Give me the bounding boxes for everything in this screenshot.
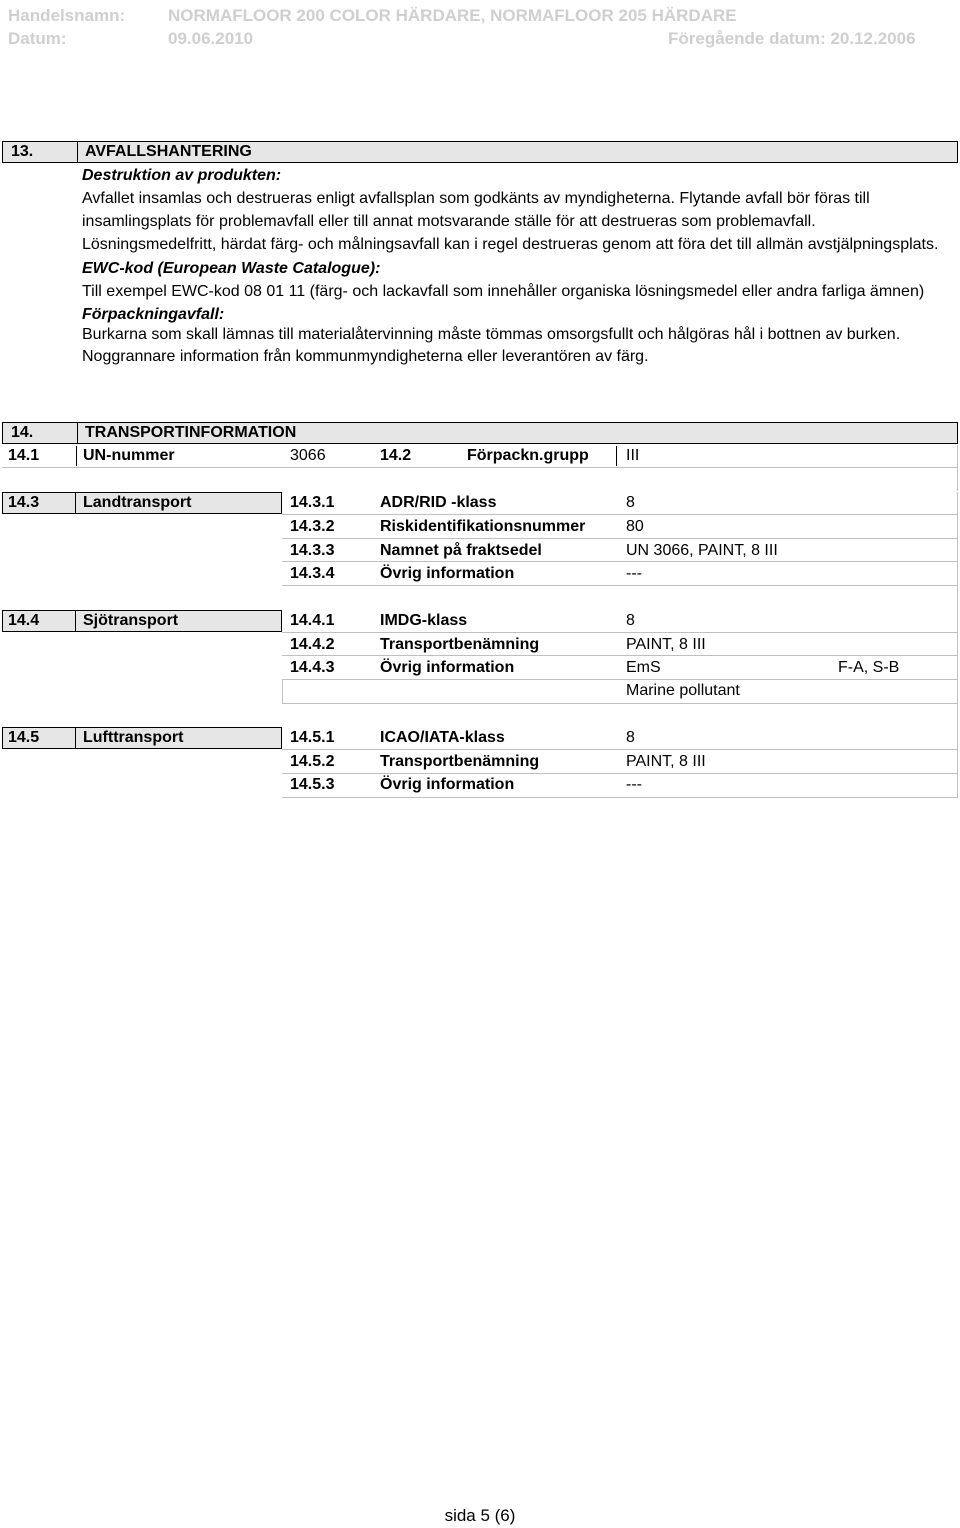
row-rule [282,773,958,774]
disposal-subheading: Destruktion av produkten: [82,167,282,184]
un-number-value: 3066 [290,447,326,464]
sea-row-value: EmS [626,659,661,676]
heading-divider [77,423,78,443]
sea-transport-id: 14.4 [8,612,40,629]
air-row-label: Övrig information [380,776,515,793]
sea-row-value: 8 [626,612,635,629]
row-rule [282,561,958,562]
cell-divider [616,446,617,466]
cell-divider [76,446,77,466]
air-row-id: 14.5.2 [290,753,335,770]
un-number-id: 14.1 [8,447,40,464]
packaging-text-line-1: Burkarna som skall lämnas till materialåtervinning måste tömmas omsorgsfullt och hålgöras hål i bottnen av burken. [82,326,901,343]
packaging-subheading: Förpackningavfall: [82,306,225,323]
row-rule [282,749,958,750]
land-row-value: UN 3066, PAINT, 8 III [626,542,778,559]
section-14-heading [2,422,958,444]
section-13-title: AVFALLSHANTERING [85,143,252,160]
row-rule [957,727,958,797]
air-row-label: ICAO/IATA-klass [380,729,505,746]
land-row-id: 14.3.2 [290,518,335,535]
document-header [0,0,960,50]
disposal-text-line-3: Lösningsmedelfritt, härdat färg- och målningsavfall kan i regel destrueras genom att föra det till allmän avstjälpningsplats. [82,236,939,253]
row-rule [957,445,958,491]
land-row-value: 8 [626,494,635,511]
air-row-value: 8 [626,729,635,746]
section-14-title: TRANSPORTINFORMATION [85,424,297,441]
air-row-label: Transportbenämning [380,753,540,770]
land-row-label: Riskidentifikationsnummer [380,518,586,535]
sea-row-label: Transportbenämning [380,636,540,653]
section-13-heading [2,141,958,163]
row-rule [282,679,958,680]
packing-group-label: Förpackn.grupp [467,447,589,464]
date-value: 09.06.2010 [168,29,254,48]
packing-group-value: III [626,447,640,464]
packing-group-id: 14.2 [380,447,412,464]
sea-row-id: 14.4.1 [290,612,335,629]
sea-row-label: Övrig information [380,659,515,676]
cell-divider [75,493,76,513]
sea-row-id: 14.4.3 [290,659,335,676]
air-row-id: 14.5.1 [290,729,335,746]
row-rule [957,492,958,610]
previous-date: Föregående datum: 20.12.2006 [668,29,916,48]
land-transport-label: Landtransport [83,494,192,511]
air-transport-id: 14.5 [8,729,40,746]
land-row-value: --- [626,565,642,582]
air-row-value: PAINT, 8 III [626,753,706,770]
land-row-id: 14.3.1 [290,494,335,511]
ewc-text: Till exempel EWC-kod 08 01 11 (färg- och lackavfall som innehåller organiska lösningsmedel eller andra farliga ämnen) [82,283,925,300]
row-rule [282,632,958,633]
land-row-label: Övrig information [380,565,515,582]
land-row-id: 14.3.3 [290,542,335,559]
row-rule [282,655,958,656]
sea-row-id: 14.4.2 [290,636,335,653]
row-rule [282,538,958,539]
land-row-label: ADR/RID -klass [380,494,497,511]
sea-transport-label: Sjötransport [83,612,179,629]
section-14-number: 14. [11,424,34,441]
air-row-value: --- [626,776,642,793]
row-rule [282,585,958,586]
un-number-label: UN-nummer [83,447,175,464]
land-row-value: 80 [626,518,644,535]
marine-pollutant: Marine pollutant [626,682,740,699]
trade-name-label: Handelsnamn: [8,6,126,25]
packaging-text-line-2: Noggrannare information från kommunmyndigheterna eller leverantören av färg. [82,348,649,365]
row-rule [957,610,958,728]
disposal-text-line-1: Avfallet insamlas och destrueras enligt avfallsplan som godkänts av myndigheterna. Flytande avfall bör föras till [82,190,870,207]
land-row-id: 14.3.4 [290,565,335,582]
land-row-label: Namnet på fraktsedel [380,542,542,559]
row-rule [282,797,958,798]
trade-name-value: NORMAFLOOR 200 COLOR HÄRDARE, NORMAFLOOR 205 HÄRDARE [168,6,737,25]
disposal-text-line-2: insamlingsplats för problemavfall eller till annat motsvarande ställe för att destrueras som problemavfall. [82,213,816,230]
sea-row-label: IMDG-klass [380,612,468,629]
page-number: sida 5 (6) [444,1506,516,1525]
cell-divider [75,728,76,748]
heading-divider [77,142,78,162]
air-transport-label: Lufttransport [83,729,184,746]
row-rule [2,467,958,468]
sea-row-value: PAINT, 8 III [626,636,706,653]
row-rule [282,679,283,703]
cell-divider [75,611,76,631]
section-13-number: 13. [11,143,34,160]
row-rule [282,514,958,515]
ewc-subheading: EWC-kod (European Waste Catalogue): [82,260,381,277]
air-row-id: 14.5.3 [290,776,335,793]
date-label: Datum: [8,29,67,48]
ems-code: F-A, S-B [838,659,900,676]
row-rule [282,703,958,704]
land-transport-id: 14.3 [8,494,40,511]
